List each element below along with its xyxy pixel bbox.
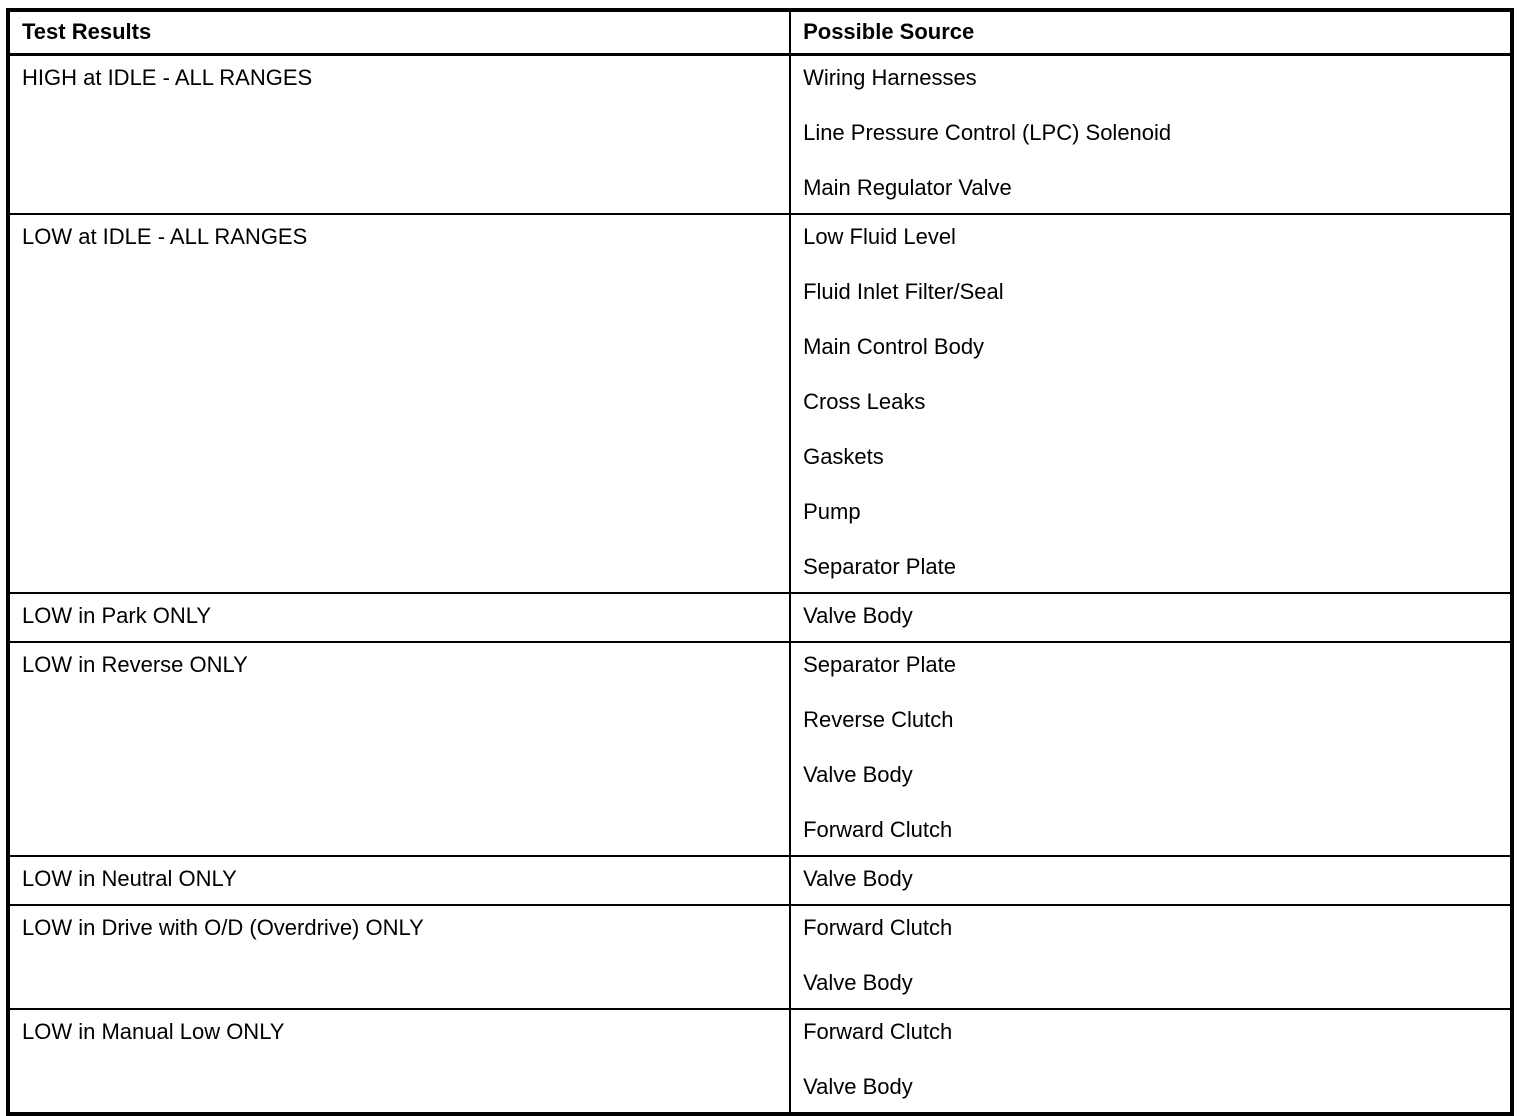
test-result-text: LOW in Manual Low ONLY (22, 1019, 285, 1044)
possible-source-cell (790, 214, 1512, 593)
possible-source-item: Valve Body (803, 866, 913, 891)
test-result-text: LOW in Drive with O/D (Overdrive) ONLY (22, 915, 424, 940)
table-row (8, 856, 1512, 905)
table-row (8, 642, 1512, 856)
possible-source-item: Forward Clutch (803, 817, 953, 842)
test-result-cell (8, 214, 790, 593)
table-row (8, 214, 1512, 593)
table-row (8, 593, 1512, 642)
possible-source-cell (790, 593, 1512, 642)
possible-source-cell (790, 642, 1512, 856)
header-row (8, 10, 1512, 55)
possible-source-item: Valve Body (803, 762, 913, 787)
possible-source-item: Valve Body (803, 970, 913, 995)
table-row (8, 1009, 1512, 1114)
possible-source-item: Cross Leaks (803, 389, 926, 414)
possible-source-cell (790, 856, 1512, 905)
possible-source-item: Gaskets (803, 444, 884, 469)
possible-source-item: Separator Plate (803, 652, 956, 677)
possible-source-item: Valve Body (803, 603, 913, 628)
header-test-results: Test Results (8, 10, 790, 55)
possible-source-item: Forward Clutch (803, 915, 953, 940)
test-result-text: LOW in Neutral ONLY (22, 866, 237, 891)
test-result-text: LOW in Park ONLY (22, 603, 212, 628)
possible-source-item: Reverse Clutch (803, 707, 954, 732)
test-result-text: LOW at IDLE - ALL RANGES (22, 224, 308, 249)
table-row (8, 905, 1512, 1009)
test-result-cell (8, 1009, 790, 1114)
pressure-test-diagnostic-table (6, 8, 1514, 1116)
test-result-cell (8, 642, 790, 856)
table-header (8, 10, 1512, 55)
possible-source-item: Fluid Inlet Filter/Seal (803, 279, 1004, 304)
possible-source-item: Wiring Harnesses (803, 65, 977, 90)
header-possible-source: Possible Source (790, 10, 1512, 55)
possible-source-item: Separator Plate (803, 554, 956, 579)
possible-source-item: Main Control Body (803, 334, 985, 359)
possible-source-item: Main Regulator Valve (803, 175, 1012, 200)
test-result-cell (8, 593, 790, 642)
test-result-text: LOW in Reverse ONLY (22, 652, 248, 677)
test-result-cell (8, 55, 790, 215)
table-body (8, 55, 1512, 1115)
possible-source-item: Forward Clutch (803, 1019, 953, 1044)
possible-source-cell (790, 1009, 1512, 1114)
test-result-text: HIGH at IDLE - ALL RANGES (22, 65, 313, 90)
possible-source-cell (790, 55, 1512, 215)
possible-source-item: Valve Body (803, 1074, 913, 1099)
table-row (8, 55, 1512, 215)
possible-source-item: Low Fluid Level (803, 224, 956, 249)
possible-source-cell (790, 905, 1512, 1009)
test-result-cell (8, 905, 790, 1009)
possible-source-item: Line Pressure Control (LPC) Solenoid (803, 120, 1172, 145)
test-result-cell (8, 856, 790, 905)
possible-source-item: Pump (803, 499, 861, 524)
